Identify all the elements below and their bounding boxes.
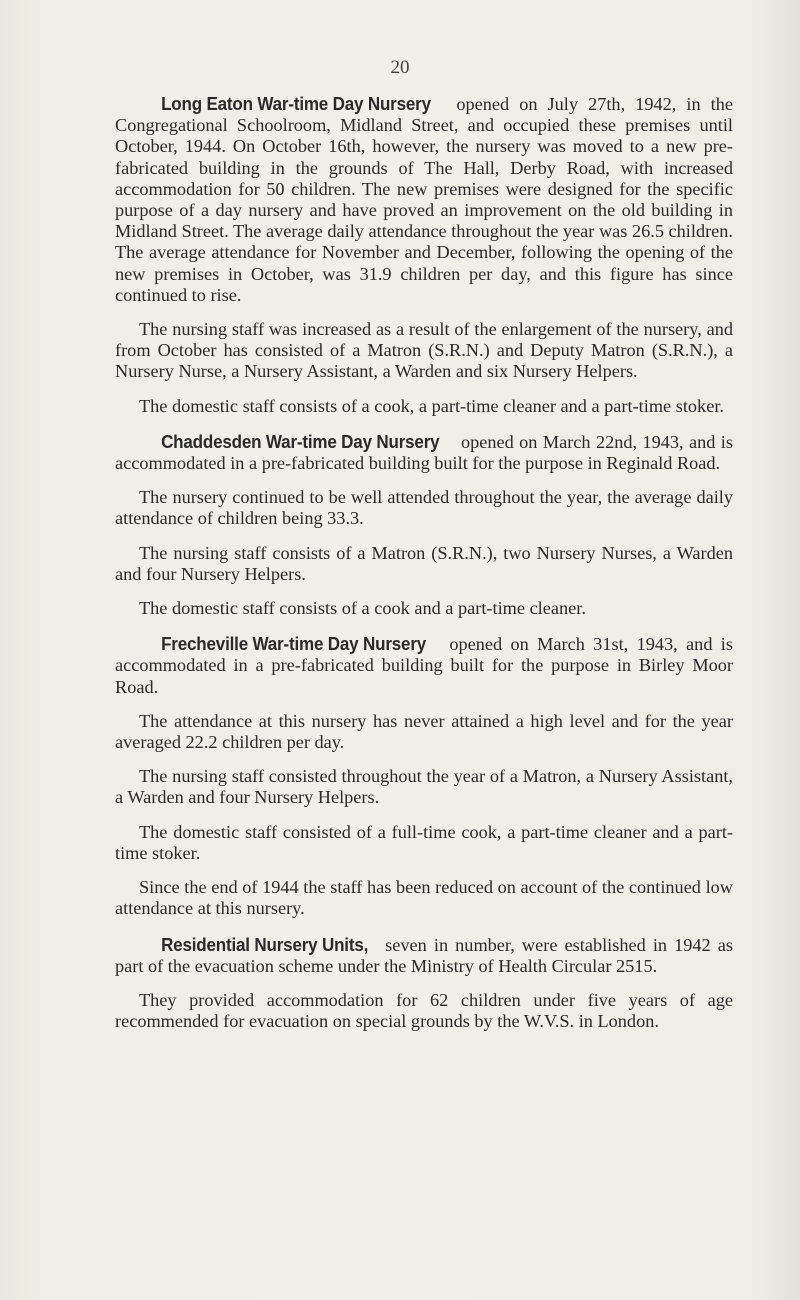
long-eaton-nursing-staff-paragraph: The nursing staff was increased as a result of the enlargement of the nursery, and from October has consisted of a Matron (S.R.N.) and Deputy Matron (S.R.N.), a Nursery Nurse, a Nursery Assistant, a Warden and six Nursery Helpers. [115, 319, 733, 382]
long-eaton-intro-text: opened on July 27th, 1942, in the Congregational Schoolroom, Midland Street, and occupied these premises until October, 1944. On October 16th, however, the nursery was moved to a new pre-fabricated building in the grounds of The Hall, Derby Road, with increased accommodation for 50 children. The new premises were designed for the specific purpose of a day nursery and have proved an improvement on the old building in Midland Street. The average daily attendance throughout the year was 26.5 children. The average attendance for November and December, following the opening of the new premises in October, was 31.9 children per day, and this figure has since continued to rise. [115, 94, 733, 305]
frecheville-heading: Frecheville War-time Day Nursery [161, 633, 427, 655]
document-body [115, 93, 733, 1045]
chaddesden-domestic-staff-paragraph: The domestic staff consists of a cook and a part-time cleaner. [139, 598, 586, 619]
long-eaton-domestic-staff-paragraph: The domestic staff consists of a cook, a part-time cleaner and a part-time stoker. [139, 395, 724, 416]
residential-units-heading: Residential Nursery Units, [161, 933, 369, 955]
frecheville-intro-text: opened on March 31st, 1943, and is accommodated in a pre-fabricated building built for the purpose in Birley Moor Road. [115, 634, 733, 697]
chaddesden-attendance-paragraph: The nursery continued to be well attended throughout the year, the average daily attendance of children being 33.3. [115, 487, 733, 529]
residential-units-accommodation-paragraph: They provided accommodation for 62 children under five years of age recommended for evacuation on special grounds by the W.V.S. in London. [115, 989, 733, 1032]
frecheville-attendance-paragraph: The attendance at this nursery has never attained a high level and for the year averaged 22.2 children per day. [115, 710, 733, 753]
page-number: 20 [390, 57, 410, 78]
frecheville-nursing-staff-paragraph: The nursing staff consisted throughout the year of a Matron, a Nursery Assistant, a Warden and four Nursery Helpers. [115, 766, 733, 808]
frecheville-domestic-staff-paragraph: The domestic staff consisted of a full-time cook, a part-time cleaner and a part-time stoker. [115, 821, 733, 863]
frecheville-staff-reduction-paragraph: Since the end of 1944 the staff has been reduced on account of the continued low attendance at this nursery. [115, 877, 733, 919]
long-eaton-heading: Long Eaton War-time Day Nursery [161, 93, 431, 114]
chaddesden-heading: Chaddesden War-time Day Nursery [161, 430, 440, 452]
chaddesden-intro-paragraph [115, 431, 733, 474]
residential-units-intro-text: seven in number, were established in 1942 as part of the evacuation scheme under the Ministry of Health Circular 2515. [115, 934, 733, 976]
chaddesden-nursing-staff-paragraph: The nursing staff consists of a Matron (S.R.N.), two Nursery Nurses, a Warden and four Nursery Helpers. [115, 542, 733, 584]
residential-units-intro-paragraph [115, 934, 733, 977]
frecheville-intro-paragraph [115, 633, 733, 698]
long-eaton-intro-paragraph [115, 93, 733, 306]
chaddesden-intro-text: opened on March 22nd, 1943, and is accommodated in a pre-fabricated building built for the purpose in Reginald Road. [115, 431, 733, 474]
